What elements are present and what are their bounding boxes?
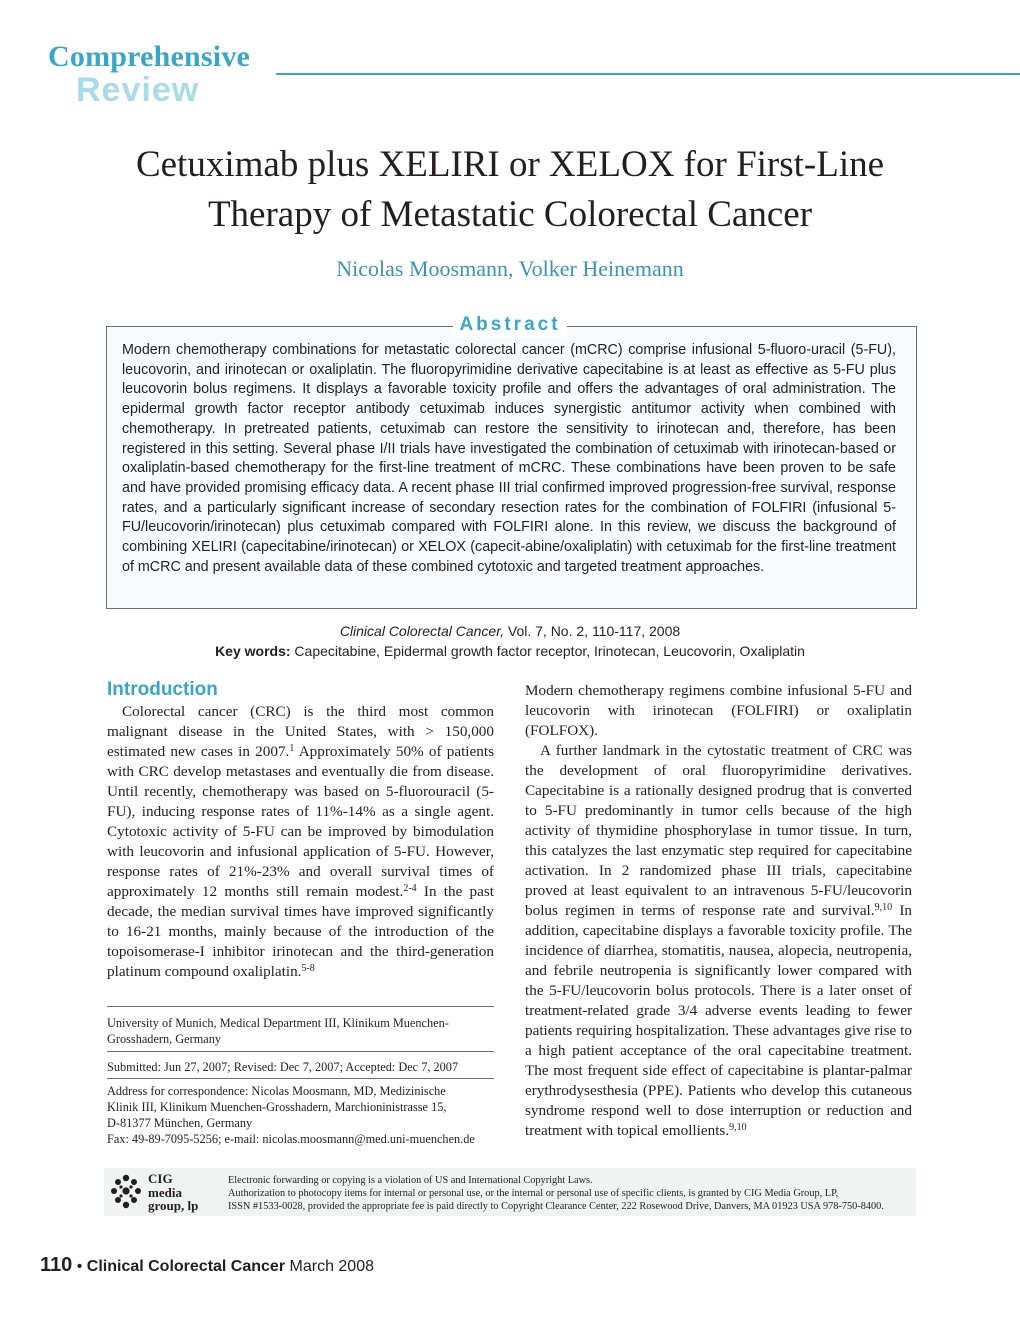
ref-sup: 9,10	[729, 1122, 747, 1133]
ref-sup: 1	[289, 743, 295, 754]
ref-sup: 2-4	[403, 883, 417, 894]
citation-journal: Clinical Colorectal Cancer,	[339, 623, 504, 639]
header-rule	[276, 73, 1020, 75]
abstract-label: Abstract	[453, 313, 566, 337]
logo-line-3: group, lp	[148, 1198, 199, 1213]
citation	[0, 623, 1020, 639]
logo-line-2: media	[148, 1184, 182, 1200]
cig-media-name	[148, 1172, 198, 1213]
correspondence-line-4: Fax: 49-89-7095-5256; e-mail: nicolas.moosmann@med.uni-muenchen.de	[107, 1132, 475, 1146]
correspondence-line-2: Klinik III, Klinikum Muenchen-Grosshadern, Marchioninistrasse 15,	[107, 1100, 447, 1114]
section-sublabel: Review	[76, 71, 200, 109]
affiliation	[107, 1015, 449, 1047]
cig-media-logo-icon	[108, 1172, 144, 1212]
copyright-line-3: ISSN #1533-0028, provided the appropriate fee is paid directly to Copyright Clearance Center, 222 Rosewood Drive, Danvers, MA 01923 USA 978-750-8400.	[228, 1201, 884, 1212]
authors: Nicolas Moosmann, Volker Heinemann	[336, 256, 684, 281]
right-text-1: A further landmark in the cytostatic treatment of CRC was the development of oral fluoropyrimidine derivatives. Capecitabine is a rationally designed prodrug that is converted to 5-FU predominantly in tumor cells because of the high activity of thymidine phosphorylase in tumor tissue. In turn, this catalyzes the last enzymatic step required for capecitabine activation. In 2 randomized phase III trials, capecitabine proved at least equivalent to an intravenous 5-FU/leucovorin bolus regimen in terms of response rate and survival.	[525, 742, 912, 919]
right-paragraph-1: Modern chemotherapy regimens combine infusional 5-FU and leucovorin with irinotecan (FOLFIRI) or oxaliplatin (FOLFOX).	[525, 682, 912, 739]
copyright-line-1: Electronic forwarding or copying is a violation of US and International Copyright Laws.	[228, 1175, 593, 1186]
section-label: Comprehensive	[48, 40, 251, 73]
page-footer	[40, 1254, 374, 1277]
affiliation-rule-top	[107, 1006, 494, 1007]
correspondence	[107, 1083, 475, 1147]
affiliation-line-2: Grosshadern, Germany	[107, 1032, 222, 1046]
keywords	[0, 643, 1020, 659]
copyright-text	[228, 1174, 908, 1213]
footer-date: March 2008	[285, 1258, 374, 1275]
keywords-text: Capecitabine, Epidermal growth factor receptor, Irinotecan, Leucovorin, Oxaliplatin	[290, 643, 805, 659]
intro-text-1: Colorectal cancer (CRC) is the third most common malignant disease in the United States, with > 150,000 estimated new cases in 2007.	[107, 703, 494, 760]
submission-dates: Submitted: Jun 27, 2007; Revised: Dec 7, 2007; Accepted: Dec 7, 2007	[107, 1060, 459, 1074]
correspondence-line-1: Address for correspondence: Nicolas Moosmann, MD, Medizinische	[107, 1084, 446, 1098]
affiliation-line-1: University of Munich, Medical Department III, Klinikum Muenchen-	[107, 1016, 449, 1030]
abstract-text: Modern chemotherapy combinations for metastatic colorectal cancer (mCRC) comprise infusional 5-fluoro-uracil (5-FU), leucovorin, and irinotecan or oxaliplatin. The fluoropyrimidine derivative capecitabine is at least as effective as 5-FU plus leucovorin bolus regimens. It displays a favorable toxicity profile and offers the advantages of oral administration. The epidermal growth factor receptor antibody cetuximab induces synergistic antitumor activity when combined with chemotherapy. In pretreated patients, cetuximab can restore the sensitivity to irinotecan and, therefore, has been registered in this setting. Several phase I/II trials have investigated the combination of cetuximab with irinotecan-based or oxaliplatin-based chemotherapy for the first-line treatment of mCRC. These combinations have been proven to be safe and have provided promising efficacy data. A recent phase III trial confirmed improved progression-free survival, response rates, and a particularly significant increase of secondary resection rates for the combination of FOLFIRI (infusional 5-FU/leucovorin/irinotecan) plus cetuximab compared with FOLFIRI alone. In this review, we discuss the background of combining XELIRI (capecitabine/irinotecan) or XELOX (capecit-abine/oxaliplatin) with cetuximab for the first-line treatment of mCRC and present available data of these combined cytotoxic and targeted treatment approaches.	[122, 342, 896, 575]
footer-bullet: •	[72, 1258, 87, 1275]
right-column	[525, 681, 912, 1141]
affiliation-rule-bottom	[107, 1078, 494, 1079]
article-title	[60, 140, 960, 240]
footer-journal: Clinical Colorectal Cancer	[86, 1258, 286, 1275]
right-paragraph-2	[525, 741, 912, 1141]
intro-paragraph	[107, 702, 494, 982]
keywords-label: Key words:	[215, 643, 291, 659]
page-number: 110	[40, 1254, 73, 1276]
copyright-line-2: Authorization to photocopy items for internal or personal use, or the internal or personal use of specific clients, is granted by CIG Media Group, LP,	[228, 1188, 839, 1199]
ref-sup: 9,10	[874, 902, 893, 913]
introduction-heading: Introduction	[107, 679, 218, 700]
left-column	[107, 702, 494, 982]
title-line-2: Therapy of Metastatic Colorectal Cancer	[207, 194, 813, 235]
ref-sup: 5-8	[301, 963, 315, 974]
title-line-1: Cetuximab plus XELIRI or XELOX for First-Line	[135, 144, 885, 185]
intro-text-2: Approximately 50% of patients with CRC develop metastases and eventually die from disease. Until recently, chemotherapy was based on 5-fluorouracil (5-FU), inducing response rates of 11%-14% as a single agent. Cytotoxic activity of 5-FU can be improved by bimodulation with leucovorin and infusional application of 5-FU. However, response rates of 21%-23% and overall survival times of approximately 12 months still remain modest.	[107, 743, 494, 900]
citation-details: Vol. 7, No. 2, 110-117, 2008	[504, 623, 681, 639]
affiliation-rule-mid	[107, 1051, 494, 1052]
logo-line-1: CIG	[148, 1171, 173, 1186]
intro-text-3: In the past decade, the median survival times have improved significantly to 16-21 months, mainly because of the introduction of the topoisomerase-I inhibitor irinotecan and the third-generation platinum compound oxaliplatin.	[107, 883, 495, 980]
correspondence-line-3: D-81377 München, Germany	[107, 1116, 253, 1130]
right-text-2: In addition, capecitabine displays a favorable toxicity profile. The incidence of diarrhea, stomatitis, nausea, alopecia, neutropenia, and febrile neutropenia is significantly lower compared with the 5-FU/leucovorin bolus protocols. There is a later onset of treatment-related grade 3/4 adverse events leading to fewer patients requiring hospitalization. These advantages give rise to a high patient acceptance of the oral capecitabine treatment. The most frequent side effect of capecitabine is plantar-palmar erythrodysesthesia (PPE). Patients who develop this cutaneous syndrome respond well to dose interruption or reduction and treatment with topical emollients.	[525, 902, 912, 1139]
